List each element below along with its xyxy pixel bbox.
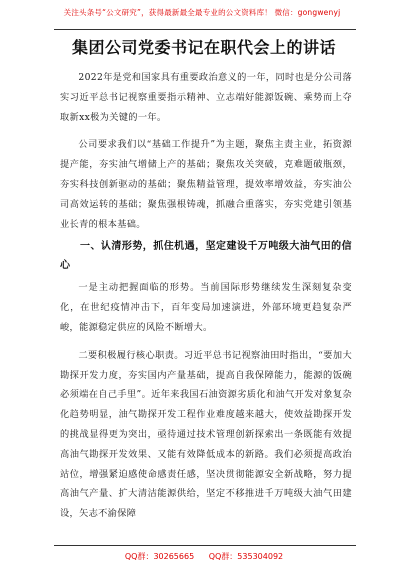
document-body bbox=[60, 68, 352, 524]
qq-group-1: QQ群：30265665 bbox=[124, 552, 195, 561]
paragraph: 2022年是党和国家具有重要政治意义的一年，同时也是分公司落实习近平总书记视察重要指示精神、立志端好能源饭碗、乘势而上夺取新xx极为关键的一年。 bbox=[60, 72, 352, 123]
paragraph: 二要积极履行核心职责。习近平总书记视察油田时指出，“要加大勘探开发力度，夯实国内产量基础，提高自我保障能力，能源的饭碗必须端在自己手里”。近年来我国石油资源劣质化和油气开发对象复杂化趋势明显，油气勘探开发工程作业难度越来越大，使效益勘探开发的挑战显得更为突出，亟待通过技术管理创新探索出一条既能有效提高油气勘探开发效果、又能有效降低成本的新路。我们必须提高政治站位，增强紧迫感使命感责任感，坚决贯彻能源安全新战略，努力提高油气产量、扩大清洁能源供给，坚定不移推进千万吨级大油气田建设，矢志不渝保障 bbox=[60, 349, 352, 520]
paragraph: 公司要求我们以“基础工作提升”为主题，聚焦主责主业，拓资源提产能，夯实油气增储上产的基础；聚焦攻关突破，克难题破瓶颈，夯实科技创新驱动的基础；聚焦精益管理，提效率增效益，夯实油公司高效运转的基础；聚焦强根铸魂，抓融合重落实，夯实党建引领基业长青的根本基础。 bbox=[60, 139, 352, 230]
page-footer bbox=[0, 551, 408, 562]
paragraph: 一是主动把握面临的形势。当前国际形势继续发生深刻复杂变化，在世纪疫情冲击下，百年变局加速演进，外部环境更趋复杂严峻，能源稳定供应的风险不断增大。 bbox=[60, 282, 352, 333]
footer-divider bbox=[54, 545, 356, 546]
header-divider bbox=[54, 29, 356, 30]
section-heading: 一、认清形势，抓住机遇，坚定建设千万吨级大油气田的信心 bbox=[60, 241, 352, 272]
document-title: 集团公司党委书记在职代会上的讲话 bbox=[71, 38, 336, 57]
qq-group-2: QQ群：535304092 bbox=[208, 552, 284, 561]
promo-banner: 关注头条号“公文研究”，获得最新最全最专业的公文资料库！ 微信：gongwenyj bbox=[63, 8, 341, 17]
